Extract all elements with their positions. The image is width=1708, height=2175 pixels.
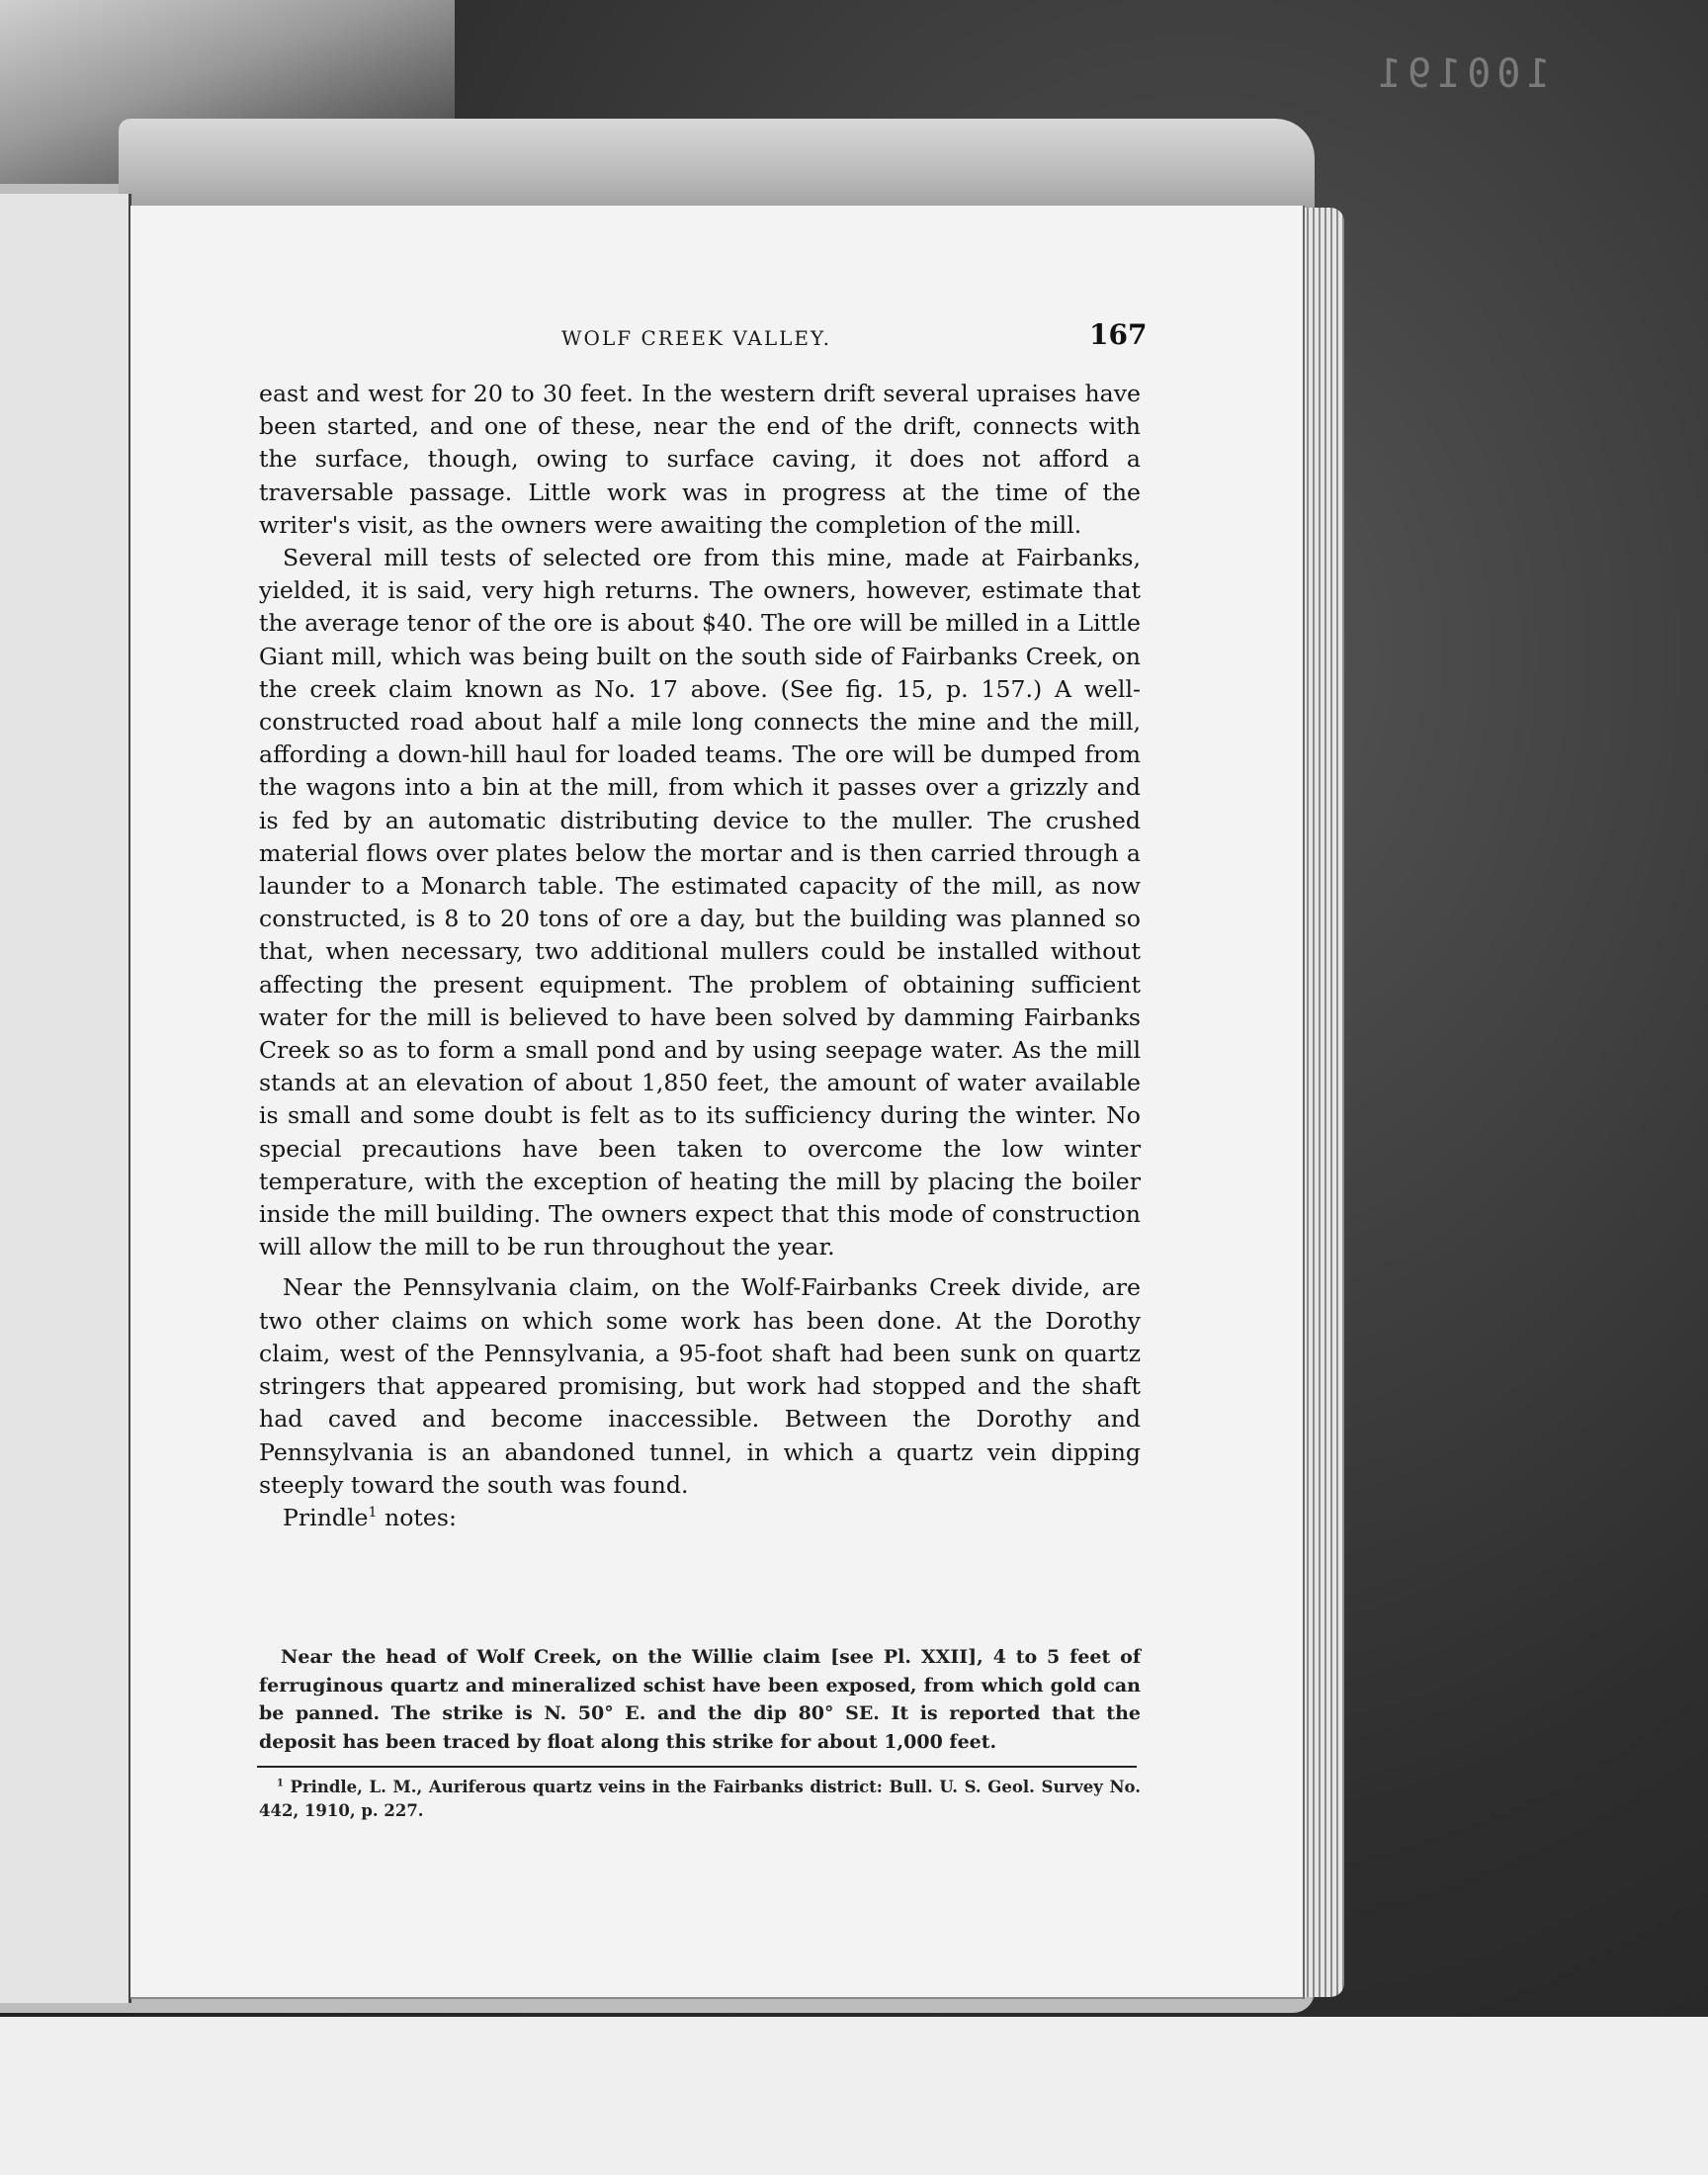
paragraph-2: Several mill tests of selected ore from this mine, made at Fairbanks, yielded, it is said, very high returns. The owners, however, estimate that the average tenor of the ore is about $40. The ore will be milled in a Little Giant mill, which was being built on the south side of Fairbanks Creek, on the creek claim known as No. 17 above. (See fig. 15, p. 157.) A well-constructed road about half a mile long connects the mine and the mill, affording a down-hill haul for loaded teams. The ore will be dumped from the wagons into a bin at the mill, from which it passes over a grizzly and is fed by an automatic distributing device to the muller. The crushed material flows over plates below the mortar and is then carried through a launder to a Monarch table. The estimated capacity of the mill, as now constructed, is 8 to 20 tons of ore a day, but the building was planned so that, when necessary, two additional mullers could be installed without affecting the present equipment. The problem of obtaining sufficient water for the mill is believed to have been solved by damming Fairbanks Creek so as to form a small pond and by using seepage water. As the mill stands at an elevation of about 1,850 feet, the amount of water available is small and some doubt is felt as to its sufficiency during the winter. No special precautions have been taken to overcome the low winter temperature, with the exception of heating the mill by placing the boiler inside the mill building. The owners expect that this mode of construction will allow the mill to be run throughout the year. — [259, 544, 1141, 1262]
block-quote: Near the head of Wolf Creek, on the Willie claim [see Pl. XXII], 4 to 5 feet of ferruginous quartz and mineralized schist have been exposed, from which gold can be panned. The strike is N. 50° E. and the dip 80° SE. It is reported that the deposit has been traced by float along this strike for about 1,000 feet. — [259, 1646, 1141, 1753]
body-text — [259, 378, 1141, 1534]
scanner-bed-bottom — [0, 2017, 1708, 2175]
paragraph-1: east and west for 20 to 30 feet. In the western drift several upraises have been started, and one of these, near the end of the drift, connects with the surface, though, owing to surface caving, it does not afford a traversable passage. Little work was in progress at the time of the writer's visit, as the owners were awaiting the completion of the mill. — [259, 380, 1141, 539]
scan-id-stamp: 100191 — [1371, 51, 1550, 97]
running-head-title: WOLF CREEK VALLEY. — [561, 326, 832, 350]
footnote-marker: 1 — [277, 1778, 284, 1789]
page-number: 167 — [1089, 318, 1148, 351]
author-name: Prindle — [283, 1503, 369, 1531]
footnote-ref: 1 — [368, 1505, 378, 1522]
paragraph-4 — [259, 1502, 1141, 1534]
running-head — [0, 318, 1708, 358]
book-spine-margin — [0, 194, 131, 2003]
footnote-text: Prindle, L. M., Auriferous quartz veins in the Fairbanks district: Bull. U. S. Geol. Survey No. 442, 1910, p. 227. — [259, 1778, 1141, 1820]
page-stack-top-edge — [119, 119, 1315, 218]
footnote — [259, 1776, 1141, 1823]
footnote-rule — [257, 1766, 1137, 1768]
paragraph-4-rest: notes: — [377, 1503, 457, 1531]
paragraph-3: Near the Pennsylvania claim, on the Wolf-Fairbanks Creek divide, are two other claims on which some work has been done. At the Dorothy claim, west of the Pennsylvania, a 95-foot shaft had been sunk on quartz stringers that appeared promising, but work had stopped and the shaft had caved and become inaccessible. Between the Dorothy and Pennsylvania is an abandoned tunnel, in which a quartz vein dipping steeply toward the south was found. — [259, 1273, 1141, 1499]
